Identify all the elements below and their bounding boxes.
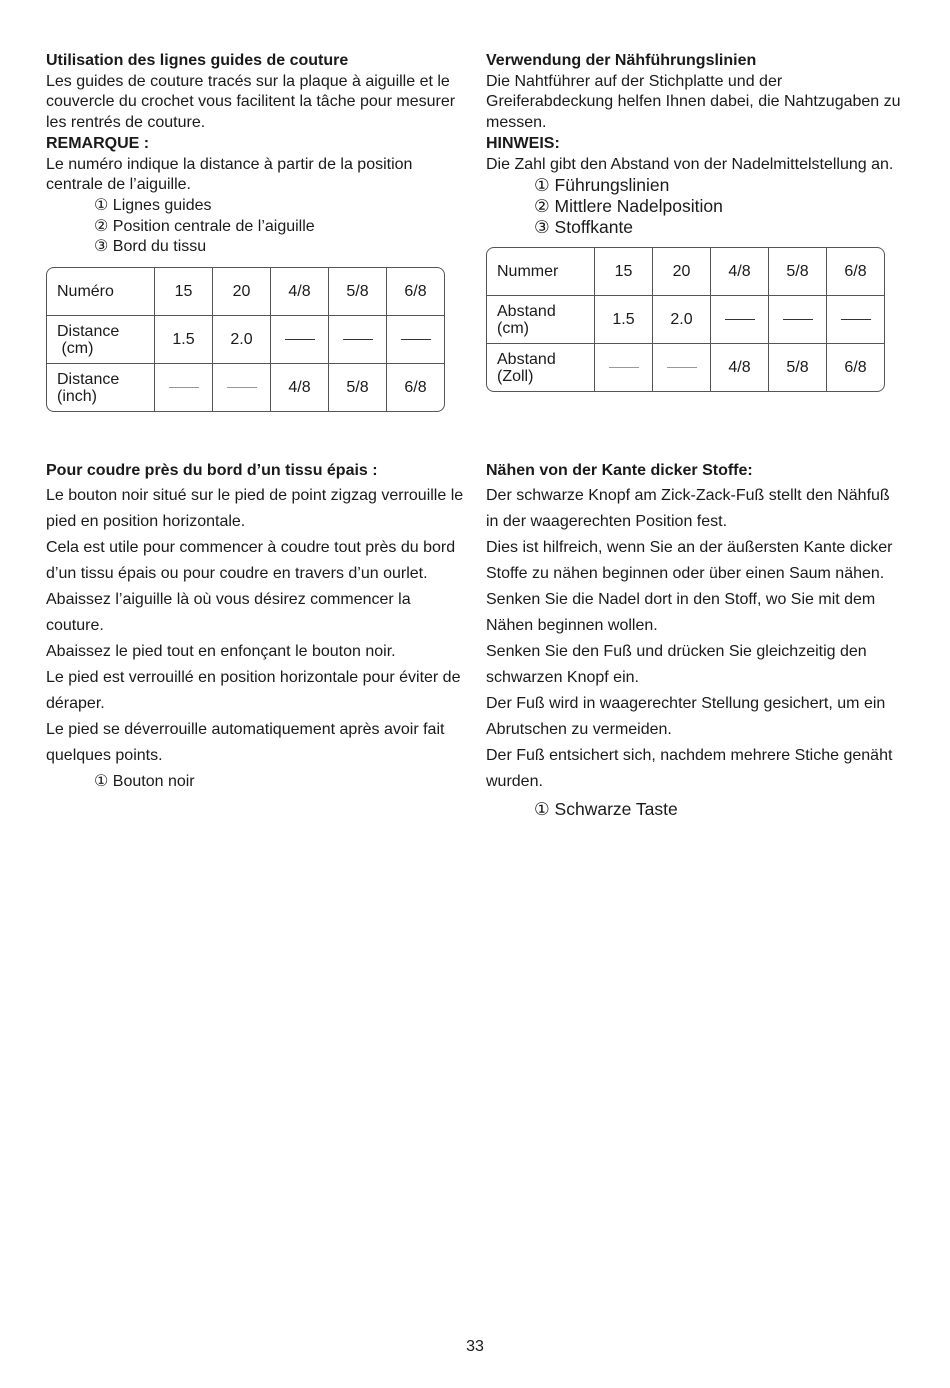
table-row xyxy=(487,248,884,296)
legend-item: ③ Bord du tissu xyxy=(94,238,207,256)
section-body: Les guides de couture tracés sur la plaque à aiguille et le couvercle du crochet vous facilitent la tâche pour mesurer les rentrés de couture. xyxy=(46,72,456,132)
row-header: Distance (cm) xyxy=(47,316,155,364)
paragraph: Cela est utile pour commencer à coudre tout près du bord d’un tissu épais ou pour coudre en travers d’un ourlet. xyxy=(46,539,456,582)
dash-line xyxy=(783,319,813,320)
table-cell: 20 xyxy=(653,248,711,296)
empty-cell xyxy=(711,296,769,344)
note-text: Le numéro indique la distance à partir de la position centrale de l’aiguille. xyxy=(46,155,413,194)
table-cell: 5/8 xyxy=(769,344,827,391)
table-cell: 5/8 xyxy=(329,364,387,411)
empty-cell xyxy=(769,296,827,344)
legend-item: ③ Stoffkante xyxy=(534,217,634,238)
row-header: Distance (inch) xyxy=(47,364,155,411)
table-cell: 4/8 xyxy=(711,248,769,296)
note-title: REMARQUE : xyxy=(46,134,150,152)
legend-item: ② Position centrale de l’aiguille xyxy=(94,217,315,235)
table-row xyxy=(47,316,444,364)
table-cell: 6/8 xyxy=(404,378,427,396)
empty-cell xyxy=(827,296,884,344)
table-cell: 6/8 xyxy=(844,358,867,376)
table-cell: 1.5 xyxy=(595,296,653,344)
paragraph: Senken Sie die Nadel dort in den Stoff, wo Sie mit dem Nähen beginnen wollen. xyxy=(486,591,876,634)
de-guide-lines-section xyxy=(486,51,906,392)
table-cell: 2.0 xyxy=(213,316,271,364)
table-cell: 5/8 xyxy=(769,248,827,296)
paragraph: Le bouton noir situé sur le pied de point zigzag verrouille le pied en position horizontale. xyxy=(46,487,464,530)
fr-thick-fabric-section xyxy=(46,458,466,795)
legend-list xyxy=(46,769,466,795)
distance-table xyxy=(486,247,885,392)
paragraph: Der Fuß wird in waagerechter Stellung gesichert, um ein Abrutschen zu vermeiden. xyxy=(486,695,886,738)
table-row xyxy=(47,268,444,316)
table-row xyxy=(47,364,444,411)
row-header: Numéro xyxy=(47,268,155,316)
empty-cell xyxy=(595,344,653,391)
paragraph: Abaissez le pied tout en enfonçant le bouton noir. xyxy=(46,643,396,660)
table-cell: 2.0 xyxy=(653,296,711,344)
empty-cell xyxy=(155,364,213,411)
fr-guide-lines-section xyxy=(46,51,466,412)
table-cell: 5/8 xyxy=(329,268,387,316)
section-title: Verwendung der Nähführungslinien xyxy=(486,52,757,69)
row-header: Abstand (Zoll) xyxy=(487,344,595,391)
dash-line xyxy=(285,339,315,340)
legend-list xyxy=(486,795,906,823)
row-header: Nummer xyxy=(487,248,595,296)
legend-item: ② Mittlere Nadelposition xyxy=(534,196,723,217)
table-cell: 6/8 xyxy=(827,248,884,296)
empty-cell xyxy=(213,364,271,411)
table-cell: 4/8 xyxy=(271,364,329,411)
section-body: Die Nahtführer auf der Stichplatte und der Greiferabdeckung helfen Ihnen dabei, die Nahtzugaben zu messen. xyxy=(486,72,901,132)
table-cell: 20 xyxy=(213,268,271,316)
paragraph: Der Fuß entsichert sich, nachdem mehrere Stiche genäht wurden. xyxy=(486,747,893,790)
legend-list xyxy=(46,196,466,258)
table-cell: 15 xyxy=(155,268,213,316)
dash-line xyxy=(841,319,871,320)
table-cell: 15 xyxy=(595,248,653,296)
legend-item: ① Schwarze Taste xyxy=(534,799,678,819)
empty-cell xyxy=(653,344,711,391)
legend-item: ① Lignes guides xyxy=(94,196,212,214)
paragraph: Abaissez l’aiguille là où vous désirez commencer la couture. xyxy=(46,591,411,634)
empty-cell xyxy=(387,316,444,364)
table-row xyxy=(487,344,884,391)
distance-table xyxy=(46,267,445,412)
dash-line xyxy=(227,387,257,388)
paragraph: Dies ist hilfreich, wenn Sie an der äußersten Kante dicker Stoffe zu nähen beginnen oder über einen Saum nähen. xyxy=(486,539,893,582)
dash-line xyxy=(609,367,639,368)
table-row xyxy=(487,296,884,344)
note-title: HINWEIS: xyxy=(486,134,560,152)
table-cell: 4/8 xyxy=(711,344,769,391)
dash-line xyxy=(667,367,697,368)
dash-line xyxy=(725,319,755,320)
paragraph: Senken Sie den Fuß und drücken Sie gleichzeitig den schwarzen Knopf ein. xyxy=(486,643,867,686)
legend-item: ① Führungslinien xyxy=(534,175,670,196)
page-number: 33 xyxy=(466,1338,484,1355)
de-thick-fabric-section xyxy=(486,458,906,823)
dash-line xyxy=(169,387,199,388)
table-cell: 6/8 xyxy=(387,268,444,316)
empty-cell xyxy=(271,316,329,364)
row-header: Abstand (cm) xyxy=(487,296,595,344)
table-cell: 1.5 xyxy=(155,316,213,364)
dash-line xyxy=(343,339,373,340)
paragraph: Le pied est verrouillé en position horizontale pour éviter de déraper. xyxy=(46,669,461,712)
paragraph: Le pied se déverrouille automatiquement après avoir fait quelques points. xyxy=(46,721,445,764)
dash-line xyxy=(401,339,431,340)
legend-item: ① Bouton noir xyxy=(94,773,195,790)
table-cell: 4/8 xyxy=(271,268,329,316)
legend-list xyxy=(486,175,906,238)
empty-cell xyxy=(329,316,387,364)
section-title: Pour coudre près du bord d’un tissu épais : xyxy=(46,462,378,479)
section-title: Utilisation des lignes guides de couture xyxy=(46,52,349,69)
section-title: Nähen von der Kante dicker Stoffe: xyxy=(486,462,753,479)
paragraph: Der schwarze Knopf am Zick-Zack-Fuß stellt den Nähfuß in der waagerechten Position fest. xyxy=(486,487,890,530)
note-text: Die Zahl gibt den Abstand von der Nadelmittelstellung an. xyxy=(486,155,894,173)
